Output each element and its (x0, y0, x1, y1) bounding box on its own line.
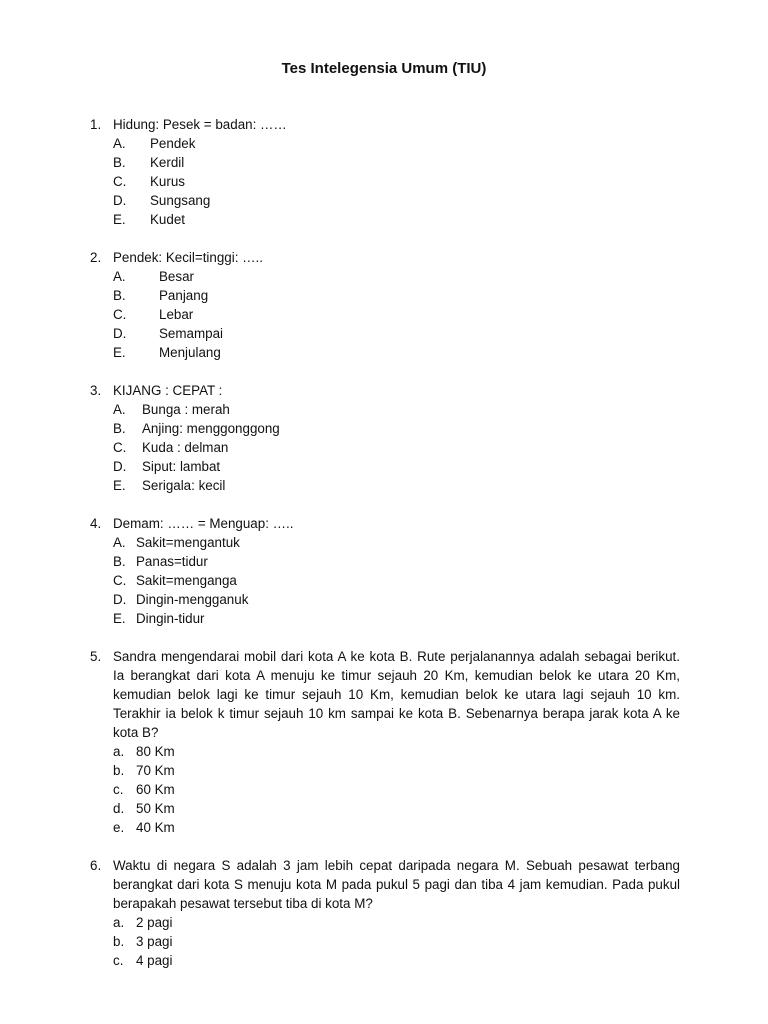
option-letter: E. (113, 611, 126, 626)
option-item (113, 457, 680, 476)
option-item (113, 951, 680, 970)
option-letter: B. (113, 554, 126, 569)
option-item (113, 913, 680, 932)
question-2 (90, 248, 680, 362)
option-text: Semampai (159, 326, 224, 341)
question-number: 5. (90, 649, 102, 664)
option-letter: c. (113, 953, 124, 968)
question-5 (90, 647, 680, 837)
option-letter: e. (113, 820, 125, 835)
question-number: 2. (90, 250, 102, 265)
option-item (113, 476, 680, 495)
option-letter: b. (113, 934, 125, 949)
question-1 (90, 115, 680, 229)
option-letter: C. (113, 174, 127, 189)
option-item (113, 400, 680, 419)
option-text: 4 pagi (136, 953, 173, 968)
option-text: Siput: lambat (142, 459, 221, 474)
option-item (113, 343, 680, 362)
option-text: Sungsang (150, 193, 211, 208)
option-letter: C. (113, 307, 127, 322)
option-text: Sakit=mengantuk (136, 535, 240, 550)
option-item (113, 799, 680, 818)
option-letter: E. (113, 345, 126, 360)
question-3 (90, 381, 680, 495)
option-list (113, 400, 680, 495)
option-letter: E. (113, 478, 126, 493)
option-letter: A. (113, 535, 126, 550)
option-letter: C. (113, 573, 127, 588)
option-text: Kurus (150, 174, 185, 189)
option-item (113, 172, 680, 191)
option-item (113, 191, 680, 210)
option-letter: A. (113, 136, 126, 151)
option-text: Menjulang (159, 345, 221, 360)
question-text: KIJANG : CEPAT : (113, 383, 223, 398)
option-item (113, 153, 680, 172)
question-text: Waktu di negara S adalah 3 jam lebih cepat daripada negara M. Sebuah pesawat terbang berangkat dari kota S menuju kota M pada pukul 5 pagi dan tiba 4 jam kemudian. Pada pukul berapakah pesawat tersebut tiba di kota M? (113, 858, 680, 911)
option-letter: d. (113, 801, 125, 816)
option-text: Dingin-mengganuk (136, 592, 249, 607)
option-item (113, 267, 680, 286)
option-item (113, 818, 680, 837)
option-letter: B. (113, 288, 126, 303)
document-title: Tes Intelegensia Umum (TIU) (281, 60, 487, 77)
option-letter: A. (113, 269, 126, 284)
option-item (113, 210, 680, 229)
question-text: Demam: …… = Menguap: ….. (113, 516, 294, 531)
option-letter: B. (113, 421, 126, 436)
option-text: Kudet (150, 212, 185, 227)
question-number: 1. (90, 117, 102, 132)
option-letter: D. (113, 459, 127, 474)
option-item (113, 609, 680, 628)
option-text: 50 Km (136, 801, 175, 816)
option-item (113, 761, 680, 780)
option-text: Besar (159, 269, 194, 284)
option-text: Serigala: kecil (142, 478, 226, 493)
question-text: Pendek: Kecil=tinggi: ….. (113, 250, 263, 265)
option-letter: B. (113, 155, 126, 170)
question-4 (90, 514, 680, 628)
option-item (113, 590, 680, 609)
option-letter: a. (113, 915, 125, 930)
option-list (113, 134, 680, 229)
option-text: 3 pagi (136, 934, 173, 949)
option-text: Panas=tidur (136, 554, 208, 569)
option-item (113, 286, 680, 305)
option-text: Sakit=menganga (136, 573, 237, 588)
option-text: 60 Km (136, 782, 175, 797)
option-letter: b. (113, 763, 125, 778)
question-text: Hidung: Pesek = badan: …… (113, 117, 287, 132)
option-text: Kerdil (150, 155, 185, 170)
option-item (113, 552, 680, 571)
option-item (113, 305, 680, 324)
option-item (113, 134, 680, 153)
option-text: Anjing: menggonggong (142, 421, 280, 436)
option-text: Kuda : delman (142, 440, 229, 455)
option-item (113, 438, 680, 457)
option-letter: D. (113, 193, 127, 208)
option-item (113, 419, 680, 438)
option-item (113, 780, 680, 799)
option-list (113, 913, 680, 970)
question-number: 4. (90, 516, 102, 531)
question-list (90, 115, 680, 989)
option-text: Dingin-tidur (136, 611, 205, 626)
option-letter: a. (113, 744, 125, 759)
option-letter: D. (113, 592, 127, 607)
question-number: 6. (90, 858, 102, 873)
option-text: 2 pagi (136, 915, 173, 930)
option-text: Panjang (159, 288, 209, 303)
option-list (113, 742, 680, 837)
option-item (113, 571, 680, 590)
option-letter: A. (113, 402, 126, 417)
option-text: Pendek (150, 136, 196, 151)
question-number: 3. (90, 383, 102, 398)
option-text: 40 Km (136, 820, 175, 835)
option-text: 70 Km (136, 763, 175, 778)
option-item (113, 932, 680, 951)
option-item (113, 742, 680, 761)
option-letter: C. (113, 440, 127, 455)
option-letter: c. (113, 782, 124, 797)
option-list (113, 267, 680, 362)
option-item (113, 533, 680, 552)
option-letter: D. (113, 326, 127, 341)
option-text: 80 Km (136, 744, 175, 759)
option-text: Lebar (159, 307, 194, 322)
question-6 (90, 856, 680, 970)
question-text: Sandra mengendarai mobil dari kota A ke kota B. Rute perjalanannya adalah sebagai berikut. Ia berangkat dari kota A menuju ke timur sejauh 20 Km, kemudian belok ke utara 20 Km, kemudian belok lagi ke timur sejauh 10 Km, kemudian belok ke utara lagi sejauh 10 km. Terakhir ia belok k timur sejauh 10 km sampai ke kota B. Sebenarnya berapa jarak kota A ke kota B? (113, 649, 680, 740)
option-list (113, 533, 680, 628)
option-text: Bunga : merah (142, 402, 230, 417)
option-item (113, 324, 680, 343)
option-letter: E. (113, 212, 126, 227)
